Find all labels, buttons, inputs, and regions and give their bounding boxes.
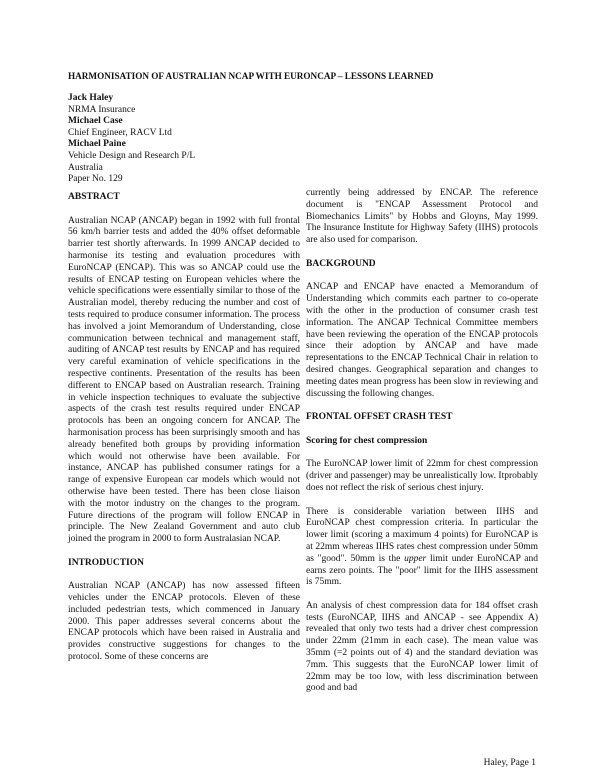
- frontal-offset-heading: FRONTAL OFFSET CRASH TEST: [306, 412, 453, 423]
- author-block: [68, 93, 328, 186]
- chest-compression-para-1: The EuroNCAP lower limit of 22mm for chest compression (driver and passenger) may be unrealistically low. Itprobably does not reflect the risk of serious chest injury.: [306, 459, 538, 493]
- introduction-continued-text: currently being addressed by ENCAP. The reference document is "ENCAP Assessment Protocol and Biomechanics Limits" by Hobbs and Gloyns, May 1999. The Insurance Institute for Highway Safety (IIHS) protocols are also used for comparison.: [306, 188, 538, 246]
- background-text: ANCAP and ENCAP have enacted a Memorandum of Understanding which commits each partner to co-operate with the other in the production of consumer crash test information. The ANCAP Technical Committee members have been reviewing the operation of the ENCAP protocols since their adoption by ANCAP and have made representations to the ENCAP Technical Chair in relation to desired changes. Geographical separation and changes to meeting dates mean progress has been slow in reviewing and discussing the following changes.: [306, 282, 538, 399]
- para-2-text-before: There is considerable variation between IIHS and EuroNCAP chest compression criteria. In particular the lower limit (scoring a maximum 4 points) for EuroNCAP is at 22mm whereas IIHS rates chest compression under 50mm as "good". 50mm is the: [306, 506, 538, 564]
- author-name: Jack Haley: [68, 93, 114, 103]
- abstract-heading: ABSTRACT: [68, 192, 120, 202]
- abstract-text: Australian NCAP (ANCAP) began in 1992 with full frontal 56 km/h barrier tests and added the 40% offset deformable barrier test shortly afterwards. In 1999 ANCAP decided to harmonise its testing and evaluation procedures with EuroNCAP (ENCAP). This was so ANCAP could use the results of ENCAP testing on European vehicles where the vehicle specifications were essentially similar to those of the Australian model, thereby reducing the number and cost of tests required to produce consumer information. The process has involved a joint Memorandum of Understanding, close communication between technical and management staff, auditing of ANCAP test results by ENCAP and has required very careful examination of vehicle specifications in the respective continents. Presentation of the results has been different to ENCAP based on Australian research. Training in vehicle inspection techniques to evaluate the subjective aspects of the crash test results required under ENCAP protocols has been an ongoing concern for ANCAP. The harmonisation process has been surprisingly smooth and has already benefited both groups by providing information which would not otherwise have been available. For instance, ANCAP has published consumer ratings for a range of expensive European car models which would not otherwise have been tested. There has been close liaison with the motor industry on the changes to the program. Future directions of the program will follow ENCAP in principle. The New Zealand Government and auto club joined the program in 2000 to form Australasian NCAP.: [68, 215, 300, 545]
- introduction-text: Australian NCAP (ANCAP) has now assessed fifteen vehicles under the ENCAP protocols. Eleven of these included pedestrian tests, which commenced in January 2000. This paper addresses several concerns about the ENCAP protocols which have been raised in Australia and provides constructive suggestions for changes to the protocol. Some of these concerns are: [68, 581, 300, 663]
- author-affiliation: NRMA Insurance: [68, 104, 136, 115]
- author-affiliation: Vehicle Design and Research P/L: [68, 150, 196, 161]
- paper-title: HARMONISATION OF AUSTRALIAN NCAP WITH EURONCAP – LESSONS LEARNED: [68, 71, 434, 81]
- author-country: Australia: [68, 162, 103, 173]
- author-name: Michael Paine: [68, 139, 126, 150]
- right-column: [306, 188, 538, 707]
- chest-compression-subheading: Scoring for chest compression: [306, 435, 428, 446]
- left-column: [68, 192, 300, 676]
- author-affiliation: Chief Engineer, RACV Ltd: [68, 127, 172, 138]
- paper-number: Paper No. 129: [68, 174, 123, 185]
- background-heading: BACKGROUND: [306, 258, 376, 269]
- author-name: Michael Case: [68, 116, 123, 127]
- chest-compression-para-2: [306, 507, 538, 590]
- para-2-text-after: limit under EuroNCAP and earns zero points. The "poor" limit for the IIHS assessment is 75mm.: [306, 553, 539, 588]
- introduction-heading: INTRODUCTION: [68, 557, 145, 568]
- para-2-emphasis: upper: [404, 553, 427, 564]
- page-footer: Haley, Page 1: [483, 758, 536, 768]
- chest-compression-para-3: An analysis of chest compression data for 184 offset crash tests (EuroNCAP, IIHS and ANCAP - see Appendix A) revealed that only two tests had a driver chest compression under 22mm (21mm in each case). The mean value was 35mm (=2 points out of 4) and the standard deviation was 7mm. This suggests that the EuroNCAP lower limit of 22mm may be too low, with less discrimination between good and bad: [306, 600, 538, 694]
